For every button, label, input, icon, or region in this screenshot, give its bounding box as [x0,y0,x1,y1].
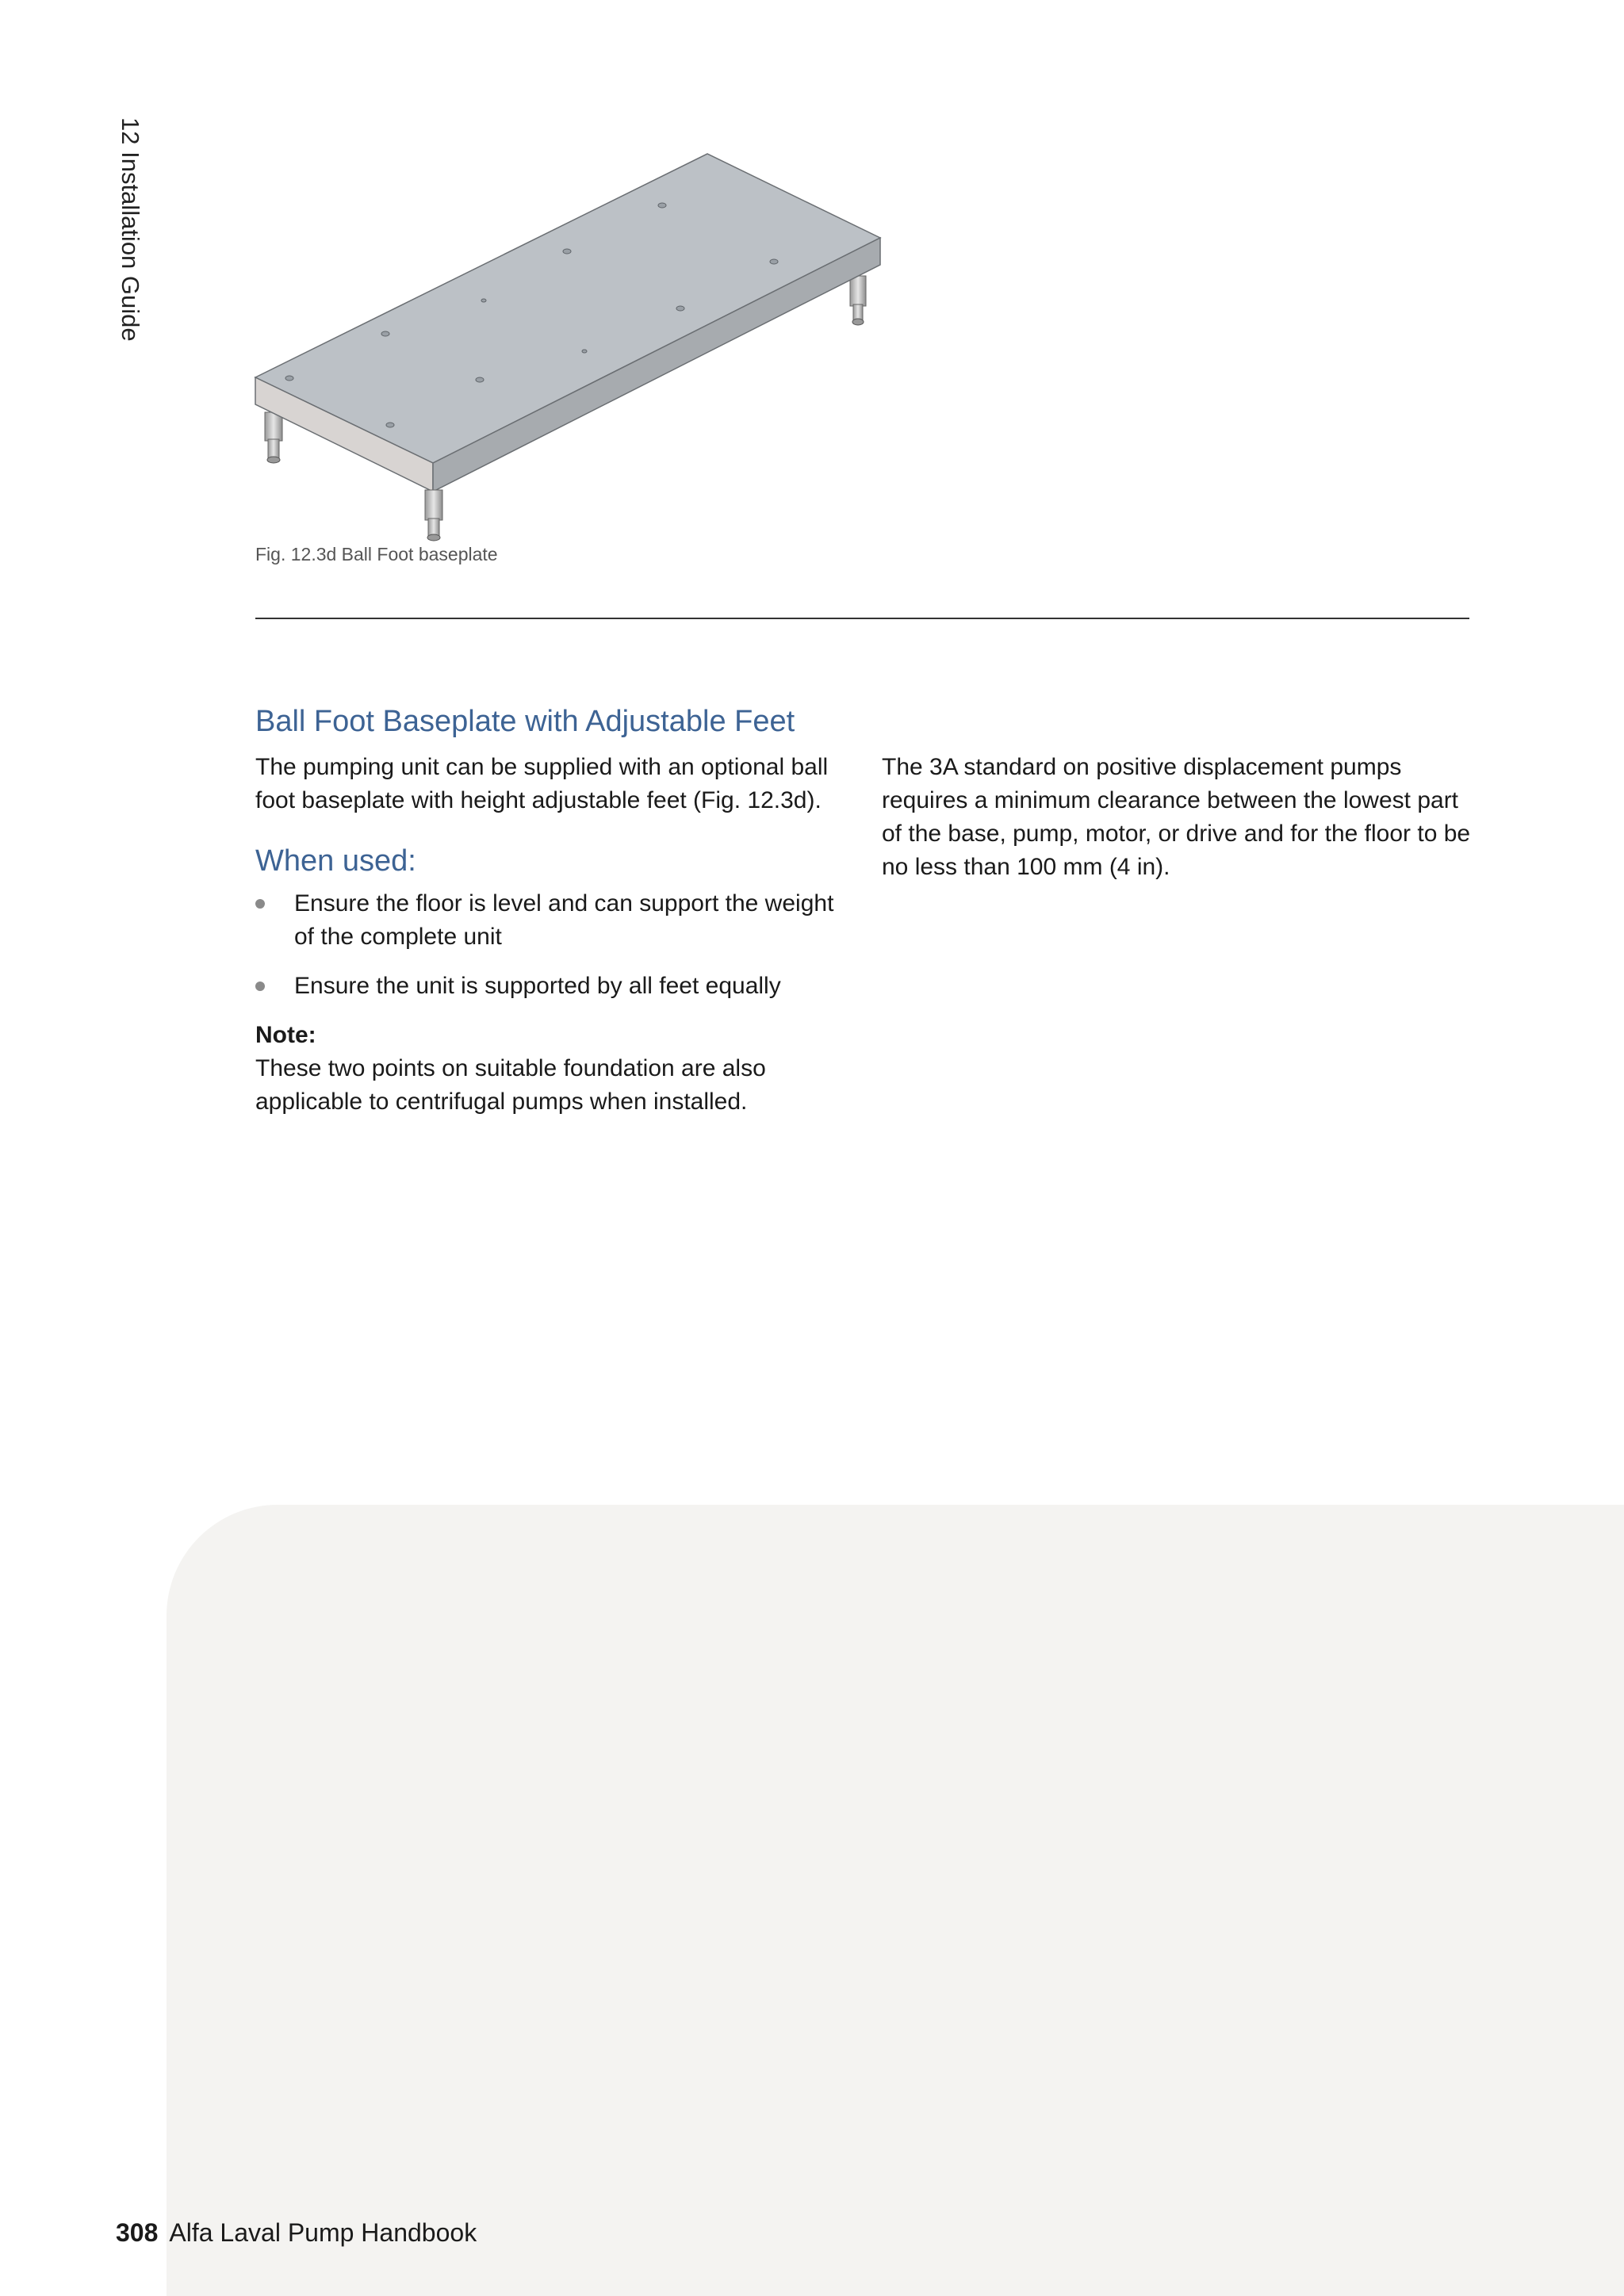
page-number: 308 [116,2218,159,2247]
note-label: Note: [255,1022,316,1048]
clearance-paragraph: The 3A standard on positive displacement pumps requires a minimum clearance between the lowest part of the base, pump, motor, or drive and for the floor to be no less than 100 mm (4 in). [882,754,1471,880]
bullet-icon [255,982,265,991]
leg-back-right [850,276,866,325]
requirements-list [255,887,858,1003]
list-item: Ensure the floor is level and can support the weight of the complete unit [255,887,858,954]
list-item: Ensure the unit is supported by all feet equally [255,970,858,1003]
right-column [882,751,1484,884]
left-column [255,751,858,1119]
section-title: Ball Foot Baseplate with Adjustable Feet [255,705,795,738]
handbook-title: Alfa Laval Pump Handbook [169,2218,477,2247]
intro-paragraph: The pumping unit can be supplied with an optional ball foot baseplate with height adjustable feet (Fig. 12.3d). [255,754,829,813]
figure-caption: Fig. 12.3d Ball Foot baseplate [255,544,498,564]
leg-front-center [425,490,442,541]
note-text: These two points on suitable foundation are also applicable to centrifugal pumps when installed. [255,1055,766,1115]
ball-foot-baseplate-illustration [246,143,904,555]
section-divider [255,618,1469,619]
bullet-icon [255,899,265,909]
when-used-heading: When used: [255,844,416,878]
chapter-tab: 12 Installation Guide [117,117,144,342]
page-footer [116,2218,477,2248]
background-panel [167,1505,1624,2296]
leg-front-left [265,412,282,463]
